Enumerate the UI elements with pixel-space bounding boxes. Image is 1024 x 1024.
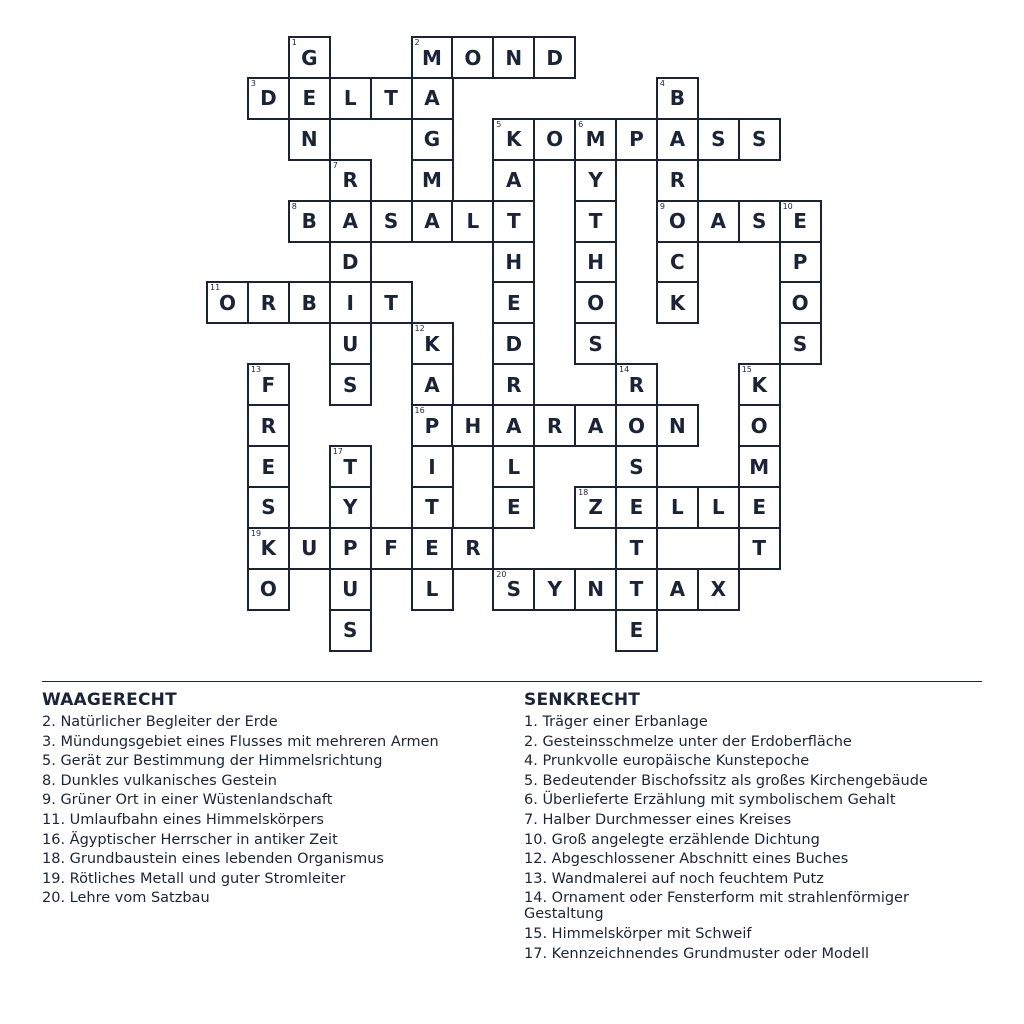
across-clue: 2. Natürlicher Begleiter der Erde xyxy=(42,714,278,730)
crossword-cell[interactable] xyxy=(656,404,699,447)
cell-number: 12 xyxy=(414,324,425,334)
crossword-cell[interactable] xyxy=(247,404,290,447)
cell-letter: R xyxy=(260,413,277,438)
cell-letter: E xyxy=(629,618,644,643)
crossword-cell[interactable] xyxy=(329,363,372,406)
crossword-cell[interactable] xyxy=(492,200,535,243)
down-clue: 6. Überlieferte Erzählung mit symbolischem Gehalt xyxy=(524,792,896,809)
crossword-cell[interactable] xyxy=(492,281,535,324)
crossword-cell[interactable] xyxy=(574,118,617,161)
down-clue: 14. Ornament oder Fensterform mit strahlenförmiger Gestaltung xyxy=(524,890,909,923)
cell-letter: E xyxy=(302,86,317,111)
crossword-cell[interactable] xyxy=(370,200,413,243)
crossword-cell[interactable] xyxy=(738,404,781,447)
crossword-cell[interactable] xyxy=(206,281,249,324)
cell-letter: B xyxy=(301,290,317,315)
cell-number: 5 xyxy=(496,119,502,129)
cell-letter: R xyxy=(546,413,563,438)
crossword-cell[interactable] xyxy=(329,200,372,243)
cell-letter: E xyxy=(506,290,521,315)
cell-letter: T xyxy=(506,209,521,234)
cell-letter: S xyxy=(383,209,399,234)
cell-number: 6 xyxy=(578,119,584,129)
cell-letter: D xyxy=(260,86,277,111)
crossword-cell[interactable] xyxy=(370,281,413,324)
crossword-cell[interactable] xyxy=(697,568,740,611)
cell-letter: S xyxy=(629,454,644,479)
crossword-cell[interactable] xyxy=(247,527,290,570)
crossword-cell[interactable] xyxy=(656,77,699,120)
cell-letter: F xyxy=(261,372,276,397)
crossword-cell[interactable] xyxy=(288,36,331,79)
down-clue: 13. Wandmalerei auf noch feuchtem Putz xyxy=(524,870,824,887)
cell-letter: K xyxy=(751,372,767,397)
cell-number: 16 xyxy=(414,406,425,416)
crossword-cell[interactable] xyxy=(370,77,413,120)
cell-letter: L xyxy=(671,495,684,520)
cell-letter: H xyxy=(505,250,523,274)
crossword-cell[interactable] xyxy=(656,486,699,529)
crossword-cell[interactable] xyxy=(329,527,372,570)
across-clue: 16. Ägyptischer Herrscher in antiker Zeit xyxy=(42,831,338,848)
crossword-cell[interactable] xyxy=(451,527,494,570)
cell-letter: H xyxy=(464,413,482,438)
cell-number: 4 xyxy=(659,78,665,88)
down-clue: 4. Prunkvolle europäische Kunstepoche xyxy=(524,753,810,770)
cell-letter: E xyxy=(752,495,767,520)
crossword-cell[interactable] xyxy=(656,200,699,243)
cell-letter: O xyxy=(218,290,236,315)
cell-letter: I xyxy=(428,454,436,479)
crossword-cell[interactable] xyxy=(329,445,372,488)
cell-letter: T xyxy=(425,495,439,520)
crossword-cell[interactable] xyxy=(615,404,658,447)
crossword-cell[interactable] xyxy=(574,200,617,243)
cell-number: 10 xyxy=(782,201,793,211)
cell-number: 20 xyxy=(496,569,507,579)
cell-number: 18 xyxy=(578,487,589,497)
cell-number: 1 xyxy=(291,38,297,47)
cell-number: 19 xyxy=(250,528,262,538)
cell-letter: Y xyxy=(342,495,358,520)
crossword-cell[interactable] xyxy=(615,609,658,652)
crossword-cell[interactable] xyxy=(779,322,822,365)
cell-letter: G xyxy=(423,127,441,152)
cell-letter: D xyxy=(505,331,523,356)
crossword-cell[interactable] xyxy=(615,363,658,406)
cell-letter: F xyxy=(384,536,398,561)
cell-letter: A xyxy=(587,413,604,438)
crossword-cell[interactable] xyxy=(411,36,454,79)
crossword-cell[interactable] xyxy=(411,322,454,365)
cell-number: 17 xyxy=(332,447,343,456)
cell-letter: M xyxy=(749,454,770,479)
crossword-cell[interactable] xyxy=(411,118,454,161)
crossword-cell[interactable] xyxy=(656,118,699,161)
cell-letter: R xyxy=(628,372,645,397)
cell-letter: O xyxy=(464,45,482,70)
crossword-cell[interactable] xyxy=(411,404,454,447)
down-heading: SENKRECHT xyxy=(524,690,641,710)
cell-letter: H xyxy=(587,250,604,274)
down-clue: 1. Träger einer Erbanlage xyxy=(524,714,708,730)
crossword-cell[interactable] xyxy=(329,77,372,120)
across-heading: WAAGERECHT xyxy=(42,690,177,710)
cell-letter: M xyxy=(422,168,442,193)
cell-letter: B xyxy=(301,209,317,234)
crossword-cell[interactable] xyxy=(656,159,699,202)
crossword-cell[interactable] xyxy=(656,568,699,611)
crossword-cell[interactable] xyxy=(411,77,454,120)
crossword-cell[interactable] xyxy=(247,77,290,120)
cell-number: 8 xyxy=(291,201,297,211)
cell-letter: S xyxy=(711,127,726,152)
crossword-cell[interactable] xyxy=(574,568,617,611)
crossword-cell[interactable] xyxy=(574,404,617,447)
across-clue: 3. Mündungsgebiet eines Flusses mit mehreren Armen xyxy=(42,733,439,750)
crossword-cell[interactable] xyxy=(288,118,331,161)
crossword-cell[interactable] xyxy=(697,200,740,243)
crossword-cell[interactable] xyxy=(492,404,535,447)
cell-letter: G xyxy=(301,45,318,70)
crossword-cell[interactable] xyxy=(288,281,331,324)
cell-number: 7 xyxy=(332,160,338,170)
cell-letter: E xyxy=(261,454,276,479)
crossword-cell[interactable] xyxy=(329,568,372,611)
cell-letter: A xyxy=(424,372,440,397)
cell-letter: C xyxy=(670,250,685,274)
crossword-cell[interactable] xyxy=(411,486,454,529)
cell-letter: R xyxy=(342,168,358,193)
cell-letter: A xyxy=(424,86,440,111)
across-clue: 11. Umlaufbahn eines Himmelskörpers xyxy=(42,811,324,828)
crossword-cell[interactable] xyxy=(492,118,535,161)
cell-letter: B xyxy=(669,86,686,111)
crossword-cell[interactable] xyxy=(288,77,331,120)
cell-number: 11 xyxy=(210,283,221,293)
crossword-cell[interactable] xyxy=(329,159,372,202)
down-clue: 5. Bedeutender Bischofssitz als großes Kirchengebäude xyxy=(524,772,928,789)
cell-letter: U xyxy=(301,536,318,561)
down-clue: 10. Groß angelegte erzählende Dichtung xyxy=(524,831,820,848)
crossword-cell[interactable] xyxy=(533,36,576,79)
crossword-cell[interactable] xyxy=(738,363,781,406)
cell-letter: O xyxy=(587,290,605,315)
crossword-cell[interactable] xyxy=(329,486,372,529)
crossword-cell[interactable] xyxy=(738,445,781,488)
cell-letter: A xyxy=(342,209,358,234)
cell-letter: S xyxy=(751,127,767,152)
cell-letter: K xyxy=(506,127,522,152)
cell-letter: K xyxy=(669,290,686,315)
down-clue: 2. Gesteinsschmelze unter der Erdoberfläche xyxy=(524,733,852,750)
cell-letter: X xyxy=(710,577,726,602)
crossword-cell[interactable] xyxy=(411,363,454,406)
cell-number: 2 xyxy=(414,38,420,47)
cell-letter: R xyxy=(465,536,481,561)
cell-letter: S xyxy=(506,577,521,602)
cell-letter: T xyxy=(588,209,603,234)
across-clues xyxy=(42,690,482,910)
down-clue: 15. Himmelskörper mit Schweif xyxy=(524,925,752,942)
crossword-cell[interactable] xyxy=(656,241,699,284)
cell-number: 9 xyxy=(659,201,665,211)
cell-letter: D xyxy=(341,250,359,274)
cell-letter: E xyxy=(506,495,521,520)
cell-letter: R xyxy=(506,372,522,397)
crossword-cell[interactable] xyxy=(247,445,290,488)
cell-letter: O xyxy=(791,290,809,315)
across-clue: 5. Gerät zur Bestimmung der Himmelsrichtung xyxy=(42,753,383,770)
cell-letter: K xyxy=(424,331,440,356)
cell-number: 14 xyxy=(619,365,630,375)
cell-letter: S xyxy=(342,372,358,397)
cell-letter: A xyxy=(710,209,727,234)
crossword-cell[interactable] xyxy=(738,118,781,161)
cell-letter: E xyxy=(629,495,644,520)
cell-letter: O xyxy=(546,127,564,152)
cell-letter: O xyxy=(627,413,645,438)
crossword-cell[interactable] xyxy=(492,241,535,284)
crossword-cell[interactable] xyxy=(779,281,822,324)
crossword-cell[interactable] xyxy=(329,241,372,284)
crossword-cell[interactable] xyxy=(288,200,331,243)
cell-letter: U xyxy=(342,577,359,602)
crossword-cell[interactable] xyxy=(411,568,454,611)
crossword-cell[interactable] xyxy=(329,322,372,365)
cell-letter: A xyxy=(506,413,522,438)
crossword-cell[interactable] xyxy=(738,527,781,570)
down-clues xyxy=(524,690,964,965)
crossword-cell[interactable] xyxy=(451,200,494,243)
divider xyxy=(42,681,982,682)
cell-letter: P xyxy=(424,413,440,438)
across-clue: 18. Grundbaustein eines lebenden Organismus xyxy=(42,851,384,868)
cell-letter: O xyxy=(750,413,768,438)
cell-letter: T xyxy=(384,86,398,111)
crossword-cell[interactable] xyxy=(615,568,658,611)
crossword-cell[interactable] xyxy=(779,241,822,284)
cell-number: 15 xyxy=(741,365,752,375)
crossword-cell[interactable] xyxy=(574,241,617,284)
cell-letter: K xyxy=(260,536,277,561)
cell-letter: A xyxy=(669,127,686,152)
crossword-cell[interactable] xyxy=(288,527,331,570)
cell-letter: A xyxy=(506,168,522,193)
cell-letter: L xyxy=(425,577,439,602)
cell-letter: A xyxy=(424,209,440,234)
cell-letter: P xyxy=(342,536,358,561)
cell-number: 3 xyxy=(250,78,256,88)
cell-letter: N xyxy=(587,577,604,602)
cell-letter: L xyxy=(466,209,480,234)
crossword-cell[interactable] xyxy=(247,568,290,611)
down-clue: 17. Kennzeichnendes Grundmuster oder Modell xyxy=(524,945,870,962)
crossword-cell[interactable] xyxy=(656,281,699,324)
crossword-cell[interactable] xyxy=(451,404,494,447)
crossword-cell[interactable] xyxy=(411,527,454,570)
crossword-cell[interactable] xyxy=(697,486,740,529)
cell-letter: O xyxy=(259,577,277,602)
crossword-cell[interactable] xyxy=(492,36,535,79)
cell-letter: S xyxy=(792,331,808,356)
cell-letter: N xyxy=(300,127,318,152)
cell-letter: O xyxy=(668,209,686,234)
crossword-cell[interactable] xyxy=(574,322,617,365)
cell-letter: D xyxy=(546,45,563,70)
cell-letter: T xyxy=(629,577,644,602)
across-clue: 9. Grüner Ort in einer Wüstenlandschaft xyxy=(42,792,333,809)
cell-letter: R xyxy=(669,168,686,193)
crossword-cell[interactable] xyxy=(779,200,822,243)
cell-letter: I xyxy=(346,290,354,315)
cell-letter: N xyxy=(669,413,686,438)
crossword-cell[interactable] xyxy=(411,159,454,202)
cell-letter: T xyxy=(384,290,398,315)
crossword-cell[interactable] xyxy=(451,36,494,79)
crossword-cell[interactable] xyxy=(329,609,372,652)
crossword-cell[interactable] xyxy=(411,200,454,243)
crossword-cell[interactable] xyxy=(492,322,535,365)
cell-letter: P xyxy=(792,250,808,274)
cell-letter: L xyxy=(343,86,357,111)
crossword-cell[interactable] xyxy=(411,445,454,488)
crossword-cell[interactable] xyxy=(492,445,535,488)
crossword-cell[interactable] xyxy=(615,445,658,488)
cell-letter: U xyxy=(342,331,359,356)
crossword-cell[interactable] xyxy=(738,200,781,243)
cell-letter: E xyxy=(793,209,807,234)
crossword-cell[interactable] xyxy=(533,404,576,447)
cell-letter: E xyxy=(425,536,439,561)
crossword-cell[interactable] xyxy=(697,118,740,161)
down-clue: 7. Halber Durchmesser eines Kreises xyxy=(524,811,792,828)
cell-letter: S xyxy=(588,331,603,356)
cell-letter: Y xyxy=(588,168,603,193)
cell-letter: R xyxy=(260,290,277,315)
across-clue: 19. Rötliches Metall und guter Stromleiter xyxy=(42,870,346,887)
crossword-cell[interactable] xyxy=(370,527,413,570)
crossword-cell[interactable] xyxy=(492,363,535,406)
cell-letter: M xyxy=(585,127,606,152)
crossword-cell[interactable] xyxy=(615,486,658,529)
across-clue-list xyxy=(42,714,482,906)
cell-letter: S xyxy=(751,209,767,234)
cell-number: 13 xyxy=(250,365,262,375)
crossword-cell[interactable] xyxy=(492,568,535,611)
crossword-cell[interactable] xyxy=(329,281,372,324)
cell-letter: P xyxy=(629,127,644,152)
cell-letter: N xyxy=(505,45,523,70)
crossword-cell[interactable] xyxy=(533,568,576,611)
cell-letter: S xyxy=(342,618,358,643)
crossword-cell[interactable] xyxy=(247,363,290,406)
crossword-cell[interactable] xyxy=(247,281,290,324)
across-clue: 20. Lehre vom Satzbau xyxy=(42,890,210,907)
cell-letter: S xyxy=(261,495,276,520)
cell-letter: Y xyxy=(547,577,562,602)
crossword-cell[interactable] xyxy=(492,159,535,202)
crossword-cell[interactable] xyxy=(247,486,290,529)
crossword-cell[interactable] xyxy=(574,486,617,529)
cell-letter: Z xyxy=(588,495,603,520)
crossword-cell[interactable] xyxy=(738,486,781,529)
crossword-cell[interactable] xyxy=(615,118,658,161)
across-clue: 8. Dunkles vulkanisches Gestein xyxy=(42,772,277,789)
cell-letter: L xyxy=(507,454,521,479)
cell-letter: A xyxy=(669,577,686,602)
cell-letter: L xyxy=(711,495,725,520)
crossword-cell[interactable] xyxy=(574,159,617,202)
crossword-cell[interactable] xyxy=(533,118,576,161)
cell-letter: T xyxy=(343,454,358,479)
cell-letter: T xyxy=(752,536,767,561)
down-clue: 12. Abgeschlossener Abschnitt eines Buches xyxy=(524,851,849,868)
crossword-cell[interactable] xyxy=(574,281,617,324)
crossword-cell[interactable] xyxy=(615,527,658,570)
down-clue-list xyxy=(524,714,964,962)
crossword-cell[interactable] xyxy=(492,486,535,529)
cell-letter: T xyxy=(629,536,644,561)
cell-letter: M xyxy=(422,45,442,70)
